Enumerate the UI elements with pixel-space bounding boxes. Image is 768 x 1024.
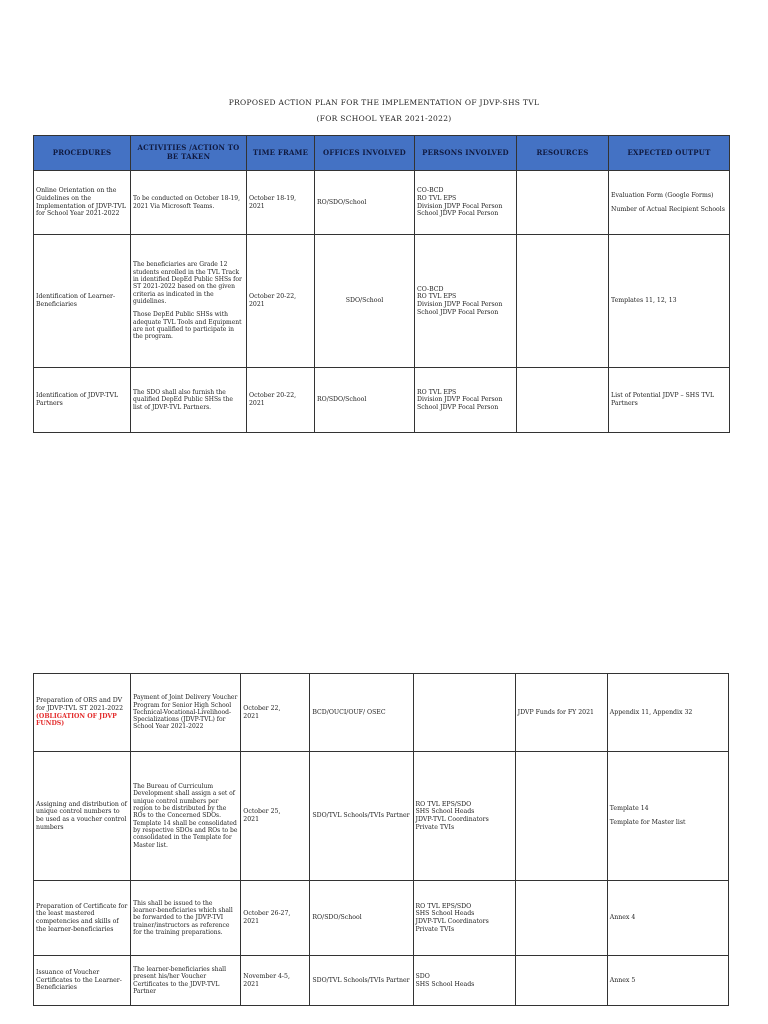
procedure-cell: Preparation of Certificate for the least mastered competencies and skills of the learner-beneficiaries (34, 881, 131, 956)
table-row (34, 956, 729, 1006)
output-cell: Template 14 Template for Master list (607, 752, 728, 881)
activity-cell: To be conducted on October 18-19, 2021 Via Microsoft Teams. (131, 171, 247, 235)
activity-cell: The beneficiaries are Grade 12 students enrolled in the TVL Track in identified DepEd Public SHSs for ST 2021-2022 based on the given criteria as indicated in the guidelines. Those DepEd Public SHSs with adequate TVL Tools and Equipment are not qualified to participate in the program. (131, 235, 247, 368)
procedure-cell: Identification of Learner-Beneficiaries (34, 235, 131, 368)
time-frame-cell: October 20-22, 2021 (247, 235, 315, 368)
time-frame-cell: October 18-19, 2021 (247, 171, 315, 235)
header-activities: ACTIVITIES /ACTION TO BE TAKEN (131, 136, 247, 171)
procedure-cell: Issuance of Voucher Certificates to the Learner-Beneficiaries (34, 956, 131, 1006)
resources-cell: JDVP Funds for FY 2021 (515, 674, 607, 752)
offices-cell: SDO/TVL Schools/TVIs Partner (310, 956, 413, 1006)
time-frame-cell: October 22, 2021 (241, 674, 310, 752)
output-cell: Templates 11, 12, 13 (609, 235, 730, 368)
offices-cell: RO/SDO/School (315, 171, 415, 235)
resources-cell (517, 368, 609, 433)
header-expected-output: EXPECTED OUTPUT (609, 136, 730, 171)
output-cell: Annex 4 (607, 881, 728, 956)
resources-cell (515, 956, 607, 1006)
persons-cell: RO TVL EPS Division JDVP Focal Person School JDVP Focal Person (415, 368, 517, 433)
offices-cell: BCD/OUCI/OUF/ OSEC (310, 674, 413, 752)
table-row (34, 235, 730, 368)
procedure-cell: Online Orientation on the Guidelines on the Implementation of JDVP-TVL for School Year 2021-2022 (34, 171, 131, 235)
procedure-cell: Assigning and distribution of unique control numbers to be used as a voucher control numbers (34, 752, 131, 881)
time-frame-cell: October 25, 2021 (241, 752, 310, 881)
activity-cell: This shall be issued to the learner-beneficiaries which shall be forwarded to the JDVP-TVI trainer/instructors as reference for the training preparations. (131, 881, 241, 956)
procedure-cell: Identification of JDVP-TVL Partners (34, 368, 131, 433)
offices-cell: SDO/School (315, 235, 415, 368)
table-row (34, 171, 730, 235)
table-row (34, 881, 729, 956)
persons-cell: CO-BCD RO TVL EPS Division JDVP Focal Person School JDVP Focal Person (415, 171, 517, 235)
action-plan-table-2 (33, 673, 729, 1006)
offices-cell: RO/SDO/School (310, 881, 413, 956)
persons-cell: SDO SHS School Heads (413, 956, 515, 1006)
header-time-frame: TIME FRAME (247, 136, 315, 171)
document-subtitle: (FOR SCHOOL YEAR 2021-2022) (316, 114, 452, 123)
activity-cell: The learner-beneficiaries shall present his/her Voucher Certificates to the JDVP-TVL Partner (131, 956, 241, 1006)
output-cell: List of Potential JDVP – SHS TVL Partners (609, 368, 730, 433)
resources-cell (517, 235, 609, 368)
persons-cell: CO-BCD RO TVL EPS Division JDVP Focal Person School JDVP Focal Person (415, 235, 517, 368)
time-frame-cell: October 26-27, 2021 (241, 881, 310, 956)
output-cell: Annex 5 (607, 956, 728, 1006)
output-cell: Evaluation Form (Google Forms) Number of Actual Recipient Schools (609, 171, 730, 235)
table-row (34, 674, 729, 752)
persons-cell: RO TVL EPS/SDO SHS School Heads JDVP-TVL Coordinators Private TVIs (413, 752, 515, 881)
activity-cell: Payment of Joint Delivery Voucher Program for Senior High School Technical-Vocational-Livelihood-Specializations (JDVP-TVL) for School Year 2021-2022 (131, 674, 241, 752)
persons-cell: RO TVL EPS/SDO SHS School Heads JDVP-TVL Coordinators Private TVIs (413, 881, 515, 956)
resources-cell (517, 171, 609, 235)
document-title: PROPOSED ACTION PLAN FOR THE IMPLEMENTATION OF JDVP-SHS TVL (228, 98, 540, 107)
table-row (34, 368, 730, 433)
table-header-row (34, 136, 730, 171)
table-row (34, 752, 729, 881)
offices-cell: SDO/TVL Schools/TVIs Partner (310, 752, 413, 881)
output-cell: Appendix 11, Appendix 32 (607, 674, 728, 752)
activity-cell: The SDO shall also furnish the qualified DepEd Public SHSs the list of JDVP-TVL Partners. (131, 368, 247, 433)
offices-cell: RO/SDO/School (315, 368, 415, 433)
header-resources: RESOURCES (517, 136, 609, 171)
header-persons: PERSONS INVOLVED (415, 136, 517, 171)
obligation-note: (OBLIGATION OF JDVP FUNDS) (36, 712, 117, 728)
resources-cell (515, 881, 607, 956)
action-plan-table-1 (33, 135, 730, 433)
persons-cell (413, 674, 515, 752)
activity-cell: The Bureau of Curriculum Development shall assign a set of unique control numbers per region to be distributed by the ROs to the Concerned SDOs. Template 14 shall be consolidated by respective SDOs and ROs to be consolidated in the Template for Master list. (131, 752, 241, 881)
resources-cell (515, 752, 607, 881)
time-frame-cell: November 4-5, 2021 (241, 956, 310, 1006)
procedure-cell: Preparation of ORS and DV for JDVP-TVL ST 2021-2022 (OBLIGATION OF JDVP FUNDS) (34, 674, 131, 752)
time-frame-cell: October 20-22, 2021 (247, 368, 315, 433)
header-offices: OFFICES INVOLVED (315, 136, 415, 171)
header-procedures: PROCEDURES (34, 136, 131, 171)
